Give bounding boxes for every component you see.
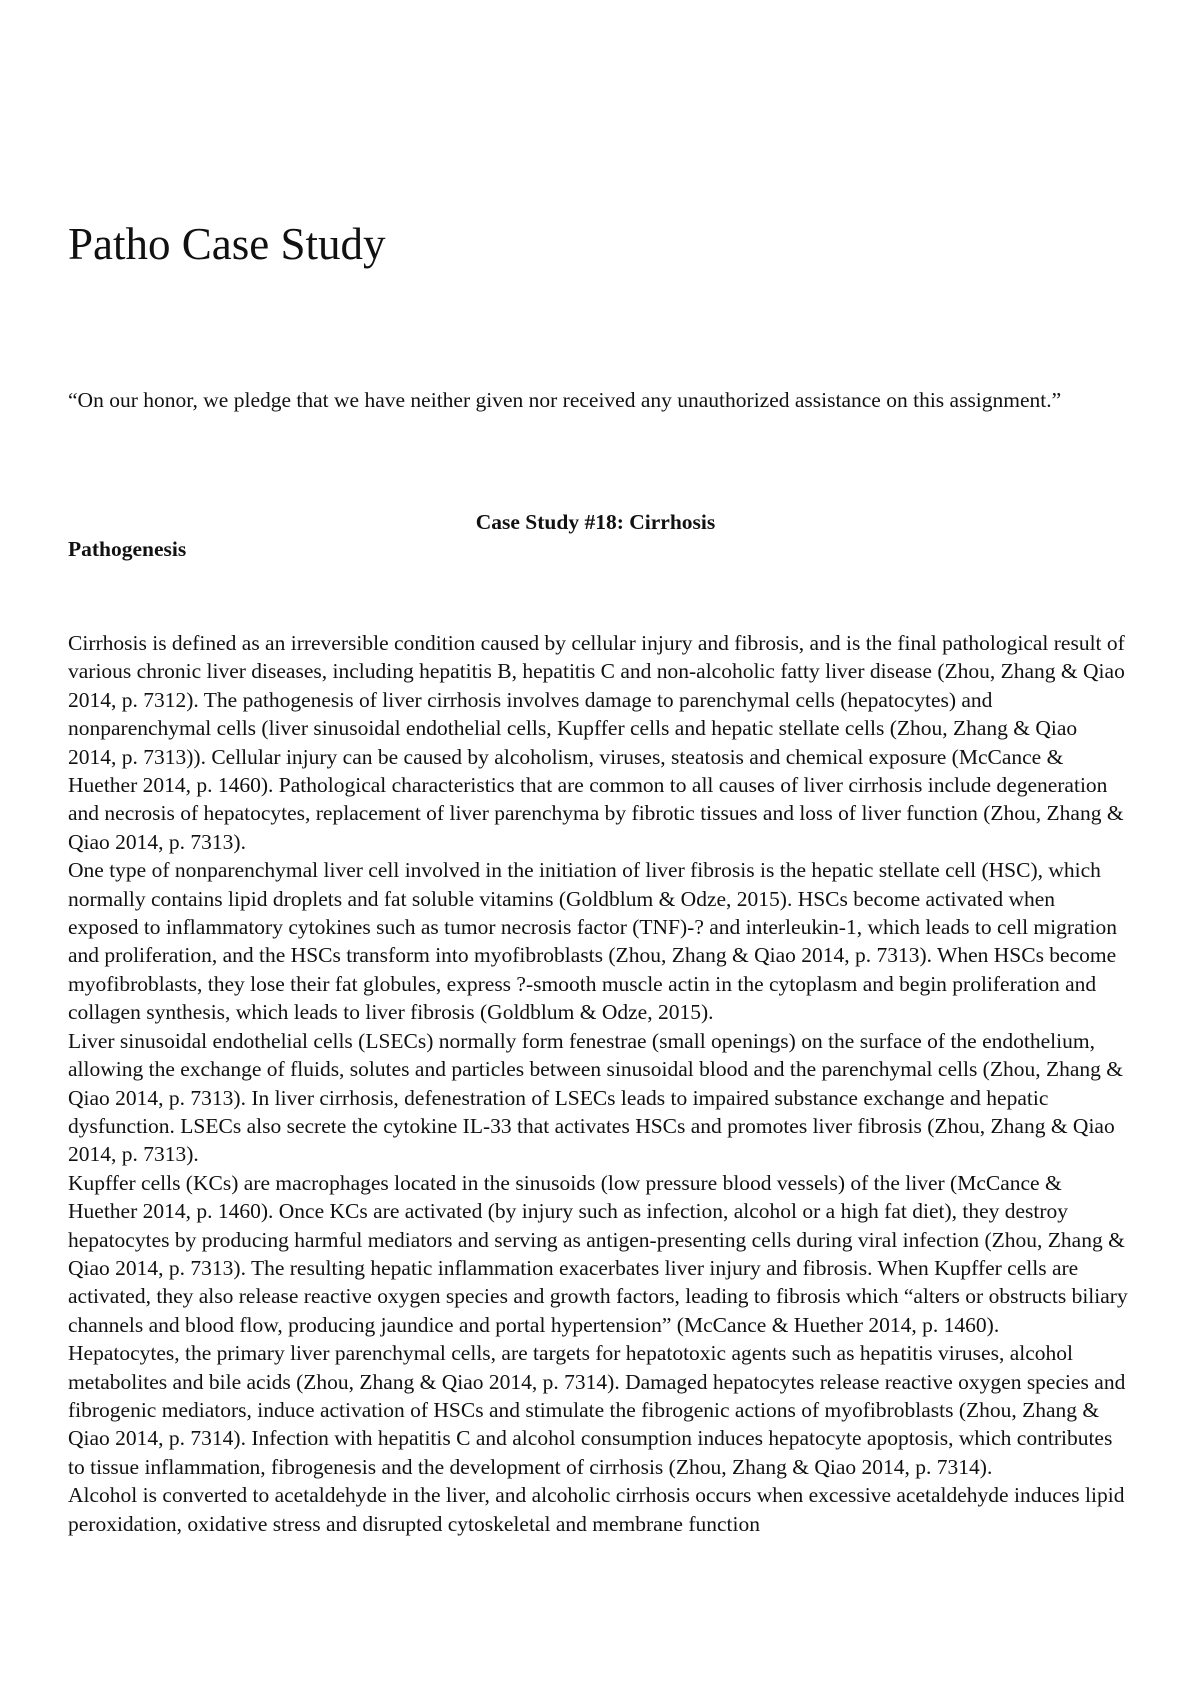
- case-study-heading: Case Study #18: Cirrhosis: [475, 510, 716, 534]
- paragraph: Hepatocytes, the primary liver parenchymal cells, are targets for hepatotoxic agents such as hepatitis viruses, alcohol metabolites and bile acids (Zhou, Zhang & Qiao 2014, p. 7314). Damaged hepatocytes release reactive oxygen species and fibrogenic mediators, induce activation of HSCs and stimulate the fibrogenic actions of myofibroblasts (Zhou, Zhang & Qiao 2014, p. 7314). Infection with hepatitis C and alcohol consumption induces hepatocyte apoptosis, which contributes to tissue inflammation, fibrogenesis and the development of cirrhosis (Zhou, Zhang & Qiao 2014, p. 7314).: [68, 1341, 1126, 1479]
- paragraph: Kupffer cells (KCs) are macrophages located in the sinusoids (low pressure blood vessels) of the liver (McCance & Huether 2014, p. 1460). Once KCs are activated (by injury such as infection, alcohol or a high fat diet), they destroy hepatocytes by producing harmful mediators and serving as antigen-presenting cells during viral infection (Zhou, Zhang & Qiao 2014, p. 7313). The resulting hepatic inflammation exacerbates liver injury and fibrosis. When Kupffer cells are activated, they also release reactive oxygen species and growth factors, leading to fibrosis which “alters or obstructs biliary channels and blood flow, producing jaundice and portal hypertension” (McCance & Huether 2014, p. 1460).: [68, 1170, 1128, 1337]
- paragraph: Liver sinusoidal endothelial cells (LSECs) normally form fenestrae (small openings) on the surface of the endothelium, allowing the exchange of fluids, solutes and particles between sinusoidal blood and the parenchymal cells (Zhou, Zhang & Qiao 2014, p. 7313). In liver cirrhosis, defenestration of LSECs leads to impaired substance exchange and hepatic dysfunction. LSECs also secrete the cytokine IL-33 that activates HSCs and promotes liver fibrosis (Zhou, Zhang & Qiao 2014, p. 7313).: [68, 1028, 1124, 1167]
- paragraph: Cirrhosis is defined as an irreversible condition caused by cellular injury and fibrosis, and is the final pathological result of various chronic liver diseases, including hepatitis B, hepatitis C and non-alcoholic fatty liver disease (Zhou, Zhang & Qiao 2014, p. 7312). The pathogenesis of liver cirrhosis involves damage to parenchymal cells (hepatocytes) and nonparenchymal cells (liver sinusoidal endothelial cells, Kupffer cells and hepatic stellate cells (Zhou, Zhang & Qiao 2014, p. 7313)). Cellular injury can be caused by alcoholism, viruses, steatosis and chemical exposure (McCance & Huether 2014, p. 1460). Pathological characteristics that are common to all causes of liver cirrhosis include degeneration and necrosis of hepatocytes, replacement of liver parenchyma by fibrotic tissues and loss of liver function (Zhou, Zhang & Qiao 2014, p. 7313).: [68, 631, 1125, 854]
- paragraph: One type of nonparenchymal liver cell involved in the initiation of liver fibrosis is the hepatic stellate cell (HSC), which normally contains lipid droplets and fat soluble vitamins (Goldblum & Odze, 2015). HSCs become activated when exposed to inflammatory cytokines such as tumor necrosis factor (TNF)-? and interleukin-1, which leads to cell migration and proliferation, and the HSCs transform into myofibroblasts (Zhou, Zhang & Qiao 2014, p. 7313). When HSCs become myofibroblasts, they lose their fat globules, express ?-smooth muscle actin in the cytoplasm and begin proliferation and collagen synthesis, which leads to liver fibrosis (Goldblum & Odze, 2015).: [68, 858, 1118, 1025]
- body-text: [68, 629, 1128, 1538]
- document-title: Patho Case Study: [68, 219, 386, 269]
- honor-pledge: “On our honor, we pledge that we have neither given nor received any unauthorized assistance on this assignment.”: [68, 388, 1062, 412]
- paragraph: Alcohol is converted to acetaldehyde in the liver, and alcoholic cirrhosis occurs when excessive acetaldehyde induces lipid peroxidation, oxidative stress and disrupted cytoskeletal and membrane function: [68, 1483, 1125, 1536]
- section-heading-pathogenesis: Pathogenesis: [68, 537, 187, 561]
